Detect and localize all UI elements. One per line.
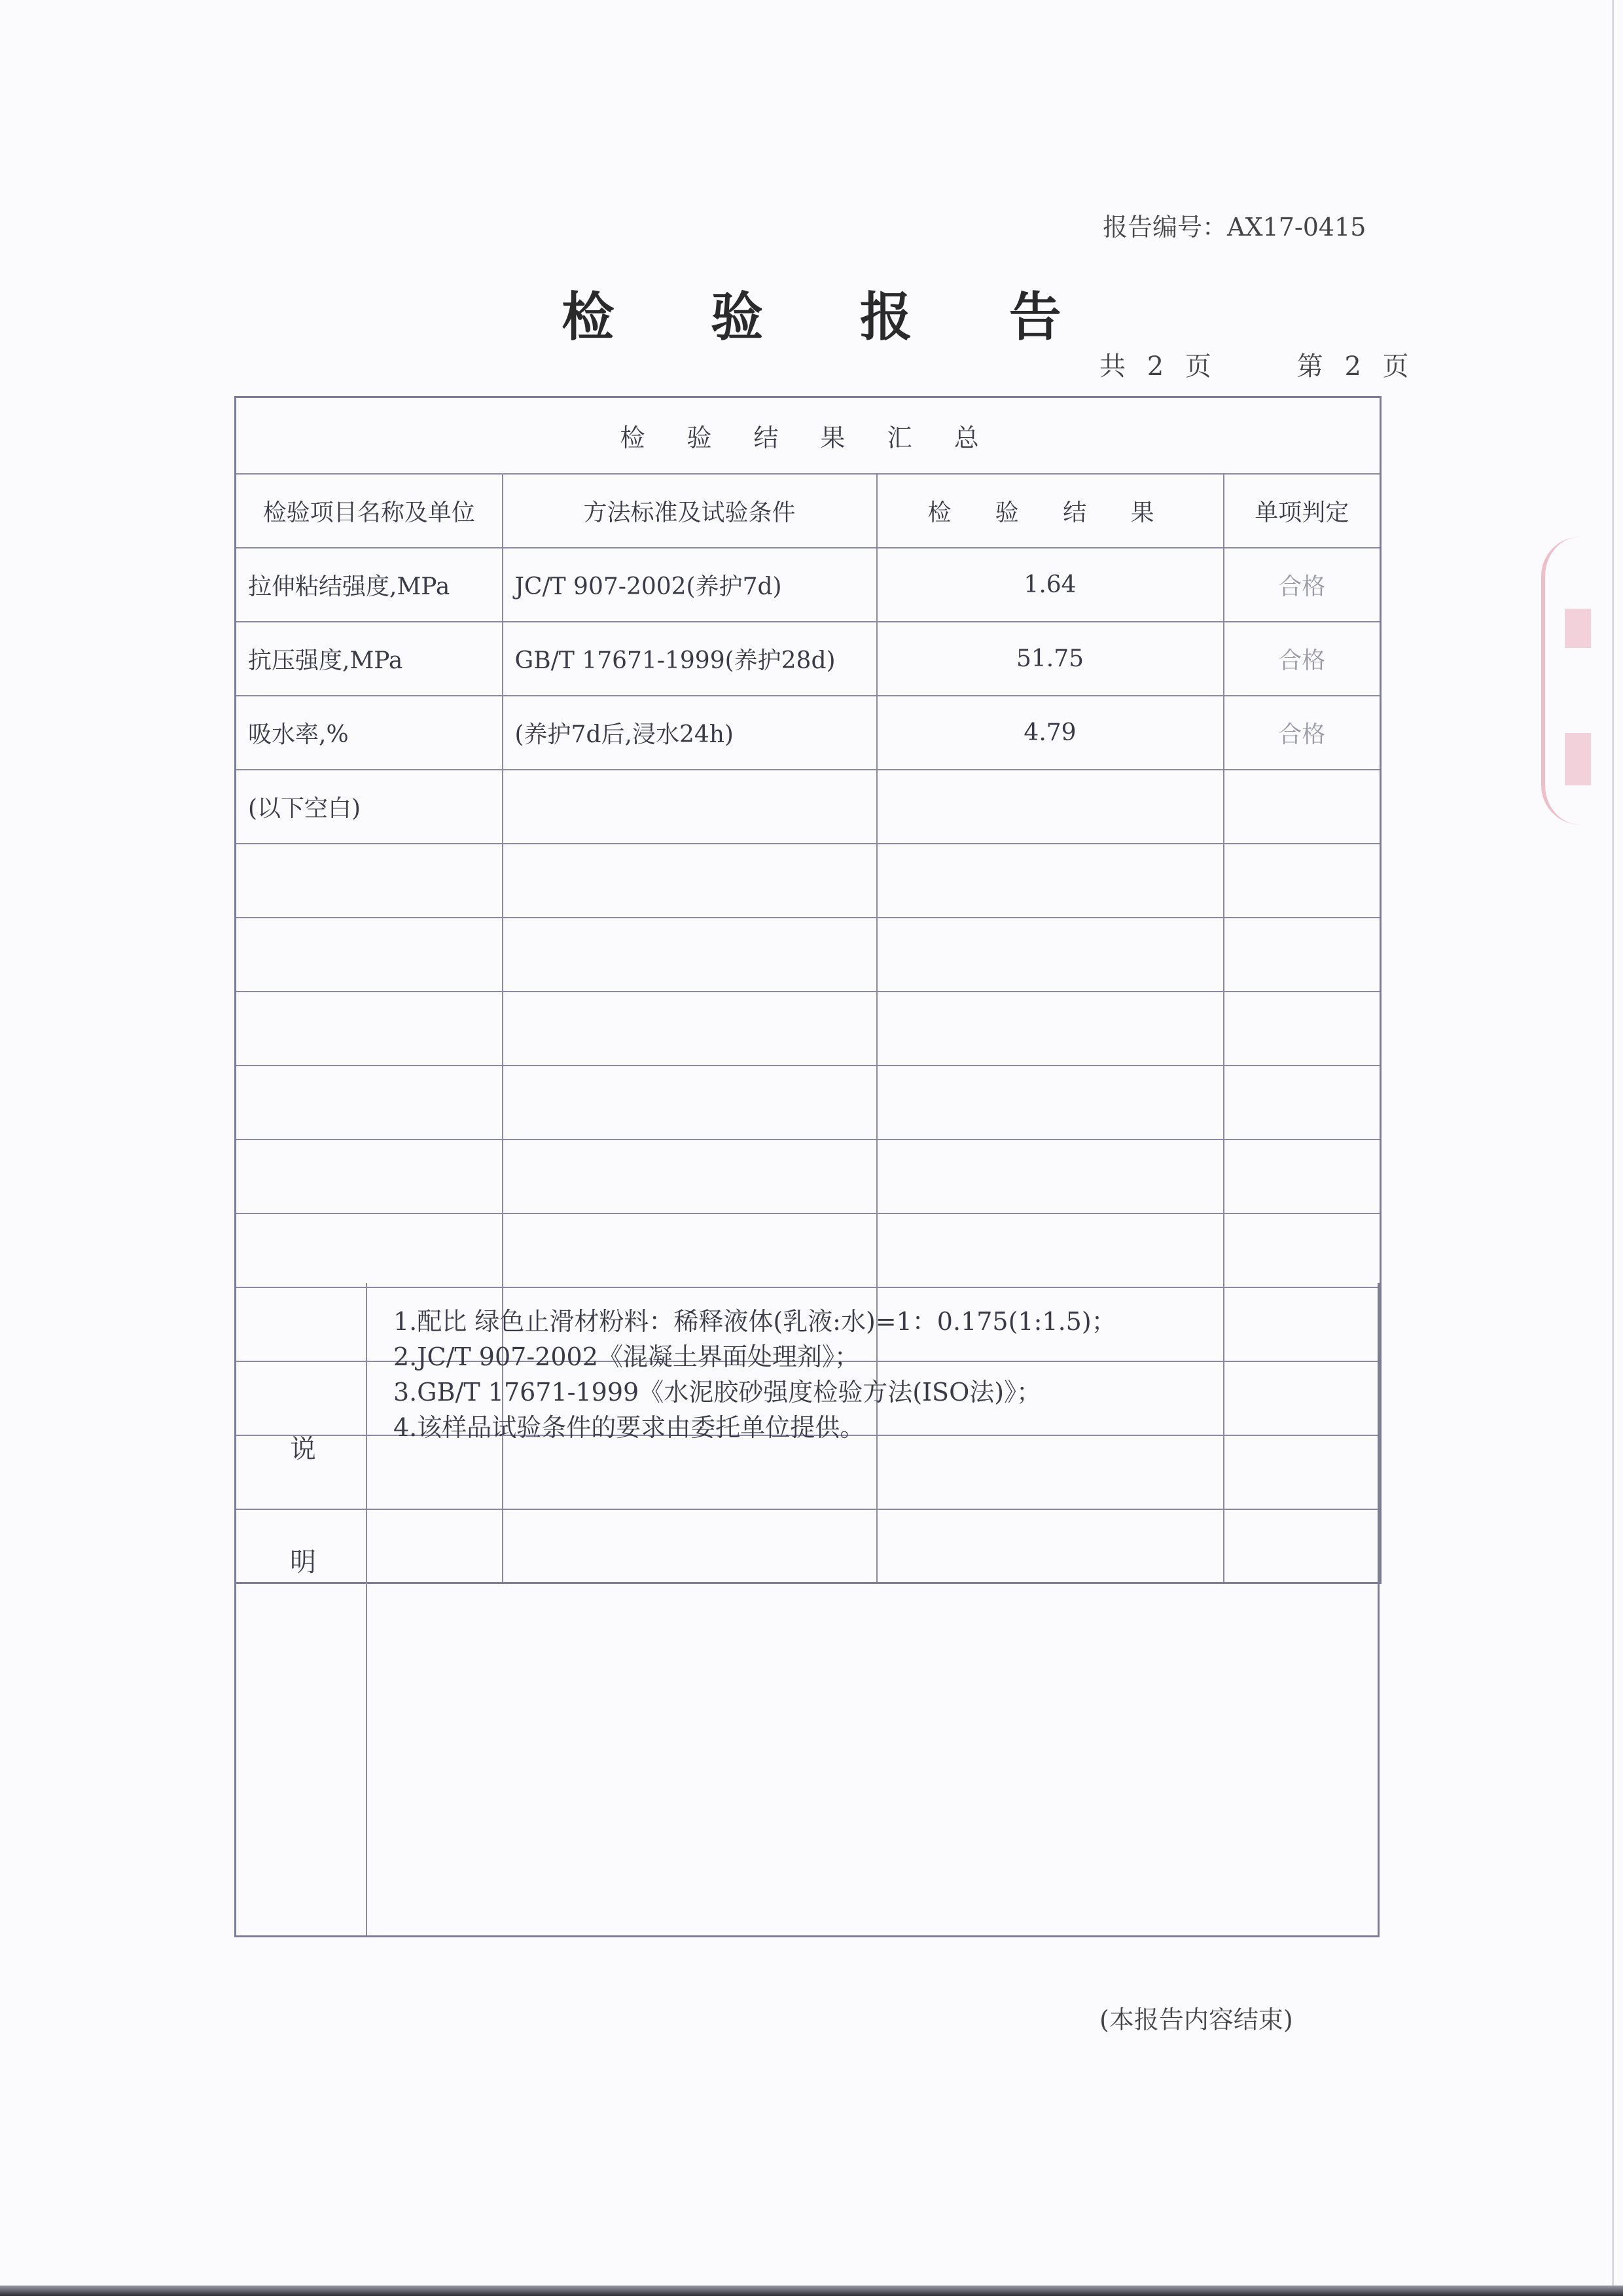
notes-label-cell xyxy=(236,1283,367,1935)
end-note: (本报告内容结束) xyxy=(1099,2005,1293,2034)
result-cell: 1.64 xyxy=(877,548,1224,622)
column-header-result: 检 验 结 果 xyxy=(877,474,1224,548)
empty-row xyxy=(236,1139,1381,1213)
verdict-cell: 合格 xyxy=(1224,548,1381,622)
empty-cell xyxy=(877,1139,1224,1213)
empty-cell xyxy=(236,844,503,918)
notes-box xyxy=(234,1283,1380,1937)
column-header-method: 方法标准及试验条件 xyxy=(503,474,877,548)
verdict-cell: 合格 xyxy=(1224,622,1381,696)
empty-cell xyxy=(877,918,1224,992)
report-number xyxy=(1103,207,1366,243)
empty-cell xyxy=(1224,1213,1381,1287)
notes-list xyxy=(393,1304,1116,1445)
empty-cell xyxy=(503,844,877,918)
table-row xyxy=(236,696,1381,770)
page-count xyxy=(1099,346,1409,383)
stamp-fragment xyxy=(1565,609,1591,648)
empty-cell xyxy=(236,1066,503,1139)
column-header-verdict: 单项判定 xyxy=(1224,474,1381,548)
header-row xyxy=(236,474,1381,548)
empty-row xyxy=(236,1066,1381,1139)
table-row xyxy=(236,622,1381,696)
note-line: 3.GB/T 17671-1999《水泥胶砂强度检验方法(ISO法)》； xyxy=(393,1378,1042,1407)
empty-cell xyxy=(877,844,1224,918)
empty-cell xyxy=(503,918,877,992)
empty-row xyxy=(236,918,1381,992)
page-title: 检 验 报 告 xyxy=(562,286,1101,348)
table-row xyxy=(236,548,1381,622)
empty-row xyxy=(236,844,1381,918)
method-cell xyxy=(503,770,877,844)
empty-cell xyxy=(877,992,1224,1066)
method-cell: JC/T 907-2002(养护7d) xyxy=(503,548,877,622)
empty-cell xyxy=(236,1139,503,1213)
report-number-label: 报告编号： xyxy=(1103,213,1228,242)
empty-row xyxy=(236,1213,1381,1287)
item-cell: 吸水率,% xyxy=(236,696,503,770)
method-cell: (养护7d后,浸水24h) xyxy=(503,696,877,770)
stamp-fragment xyxy=(1565,733,1591,785)
scan-edge-bottom xyxy=(0,2286,1623,2296)
page-current: 第 2 页 xyxy=(1296,351,1409,382)
empty-cell xyxy=(503,1213,877,1287)
stamp-mark xyxy=(1541,537,1617,825)
verdict-cell: 合格 xyxy=(1224,696,1381,770)
empty-cell xyxy=(236,1213,503,1287)
empty-cell xyxy=(1224,1066,1381,1139)
empty-cell xyxy=(236,918,503,992)
empty-cell xyxy=(1224,1139,1381,1213)
empty-cell xyxy=(1224,918,1381,992)
note-line: 1.配比 绿色止滑材粉料：稀释液体(乳液:水)=1：0.175(1:1.5)； xyxy=(393,1307,1116,1336)
column-header-item: 检验项目名称及单位 xyxy=(236,474,503,548)
empty-cell xyxy=(1224,992,1381,1066)
notes-label-2: 明 xyxy=(290,1547,316,1577)
empty-cell xyxy=(503,1066,877,1139)
empty-cell xyxy=(503,1139,877,1213)
item-cell: 拉伸粘结强度,MPa xyxy=(236,548,503,622)
result-cell xyxy=(877,770,1224,844)
report-number-value: AX17-0415 xyxy=(1227,213,1366,242)
note-line: 4.该样品试验条件的要求由委托单位提供。 xyxy=(393,1413,865,1442)
empty-cell xyxy=(503,992,877,1066)
note-line: 2.JC/T 907-2002《混凝土界面处理剂》； xyxy=(393,1342,859,1371)
table-row xyxy=(236,770,1381,844)
notes-label-1: 说 xyxy=(290,1434,316,1464)
empty-cell xyxy=(877,1066,1224,1139)
item-cell: 抗压强度,MPa xyxy=(236,622,503,696)
empty-cell xyxy=(1224,844,1381,918)
result-cell: 4.79 xyxy=(877,696,1224,770)
page-total: 共 2 页 xyxy=(1099,351,1211,382)
item-cell: (以下空白) xyxy=(236,770,503,844)
result-cell: 51.75 xyxy=(877,622,1224,696)
verdict-cell xyxy=(1224,770,1381,844)
method-cell: GB/T 17671-1999(养护28d) xyxy=(503,622,877,696)
empty-cell xyxy=(236,992,503,1066)
empty-cell xyxy=(877,1213,1224,1287)
empty-row xyxy=(236,992,1381,1066)
summary-caption: 检 验 结 果 汇 总 xyxy=(236,397,1381,474)
